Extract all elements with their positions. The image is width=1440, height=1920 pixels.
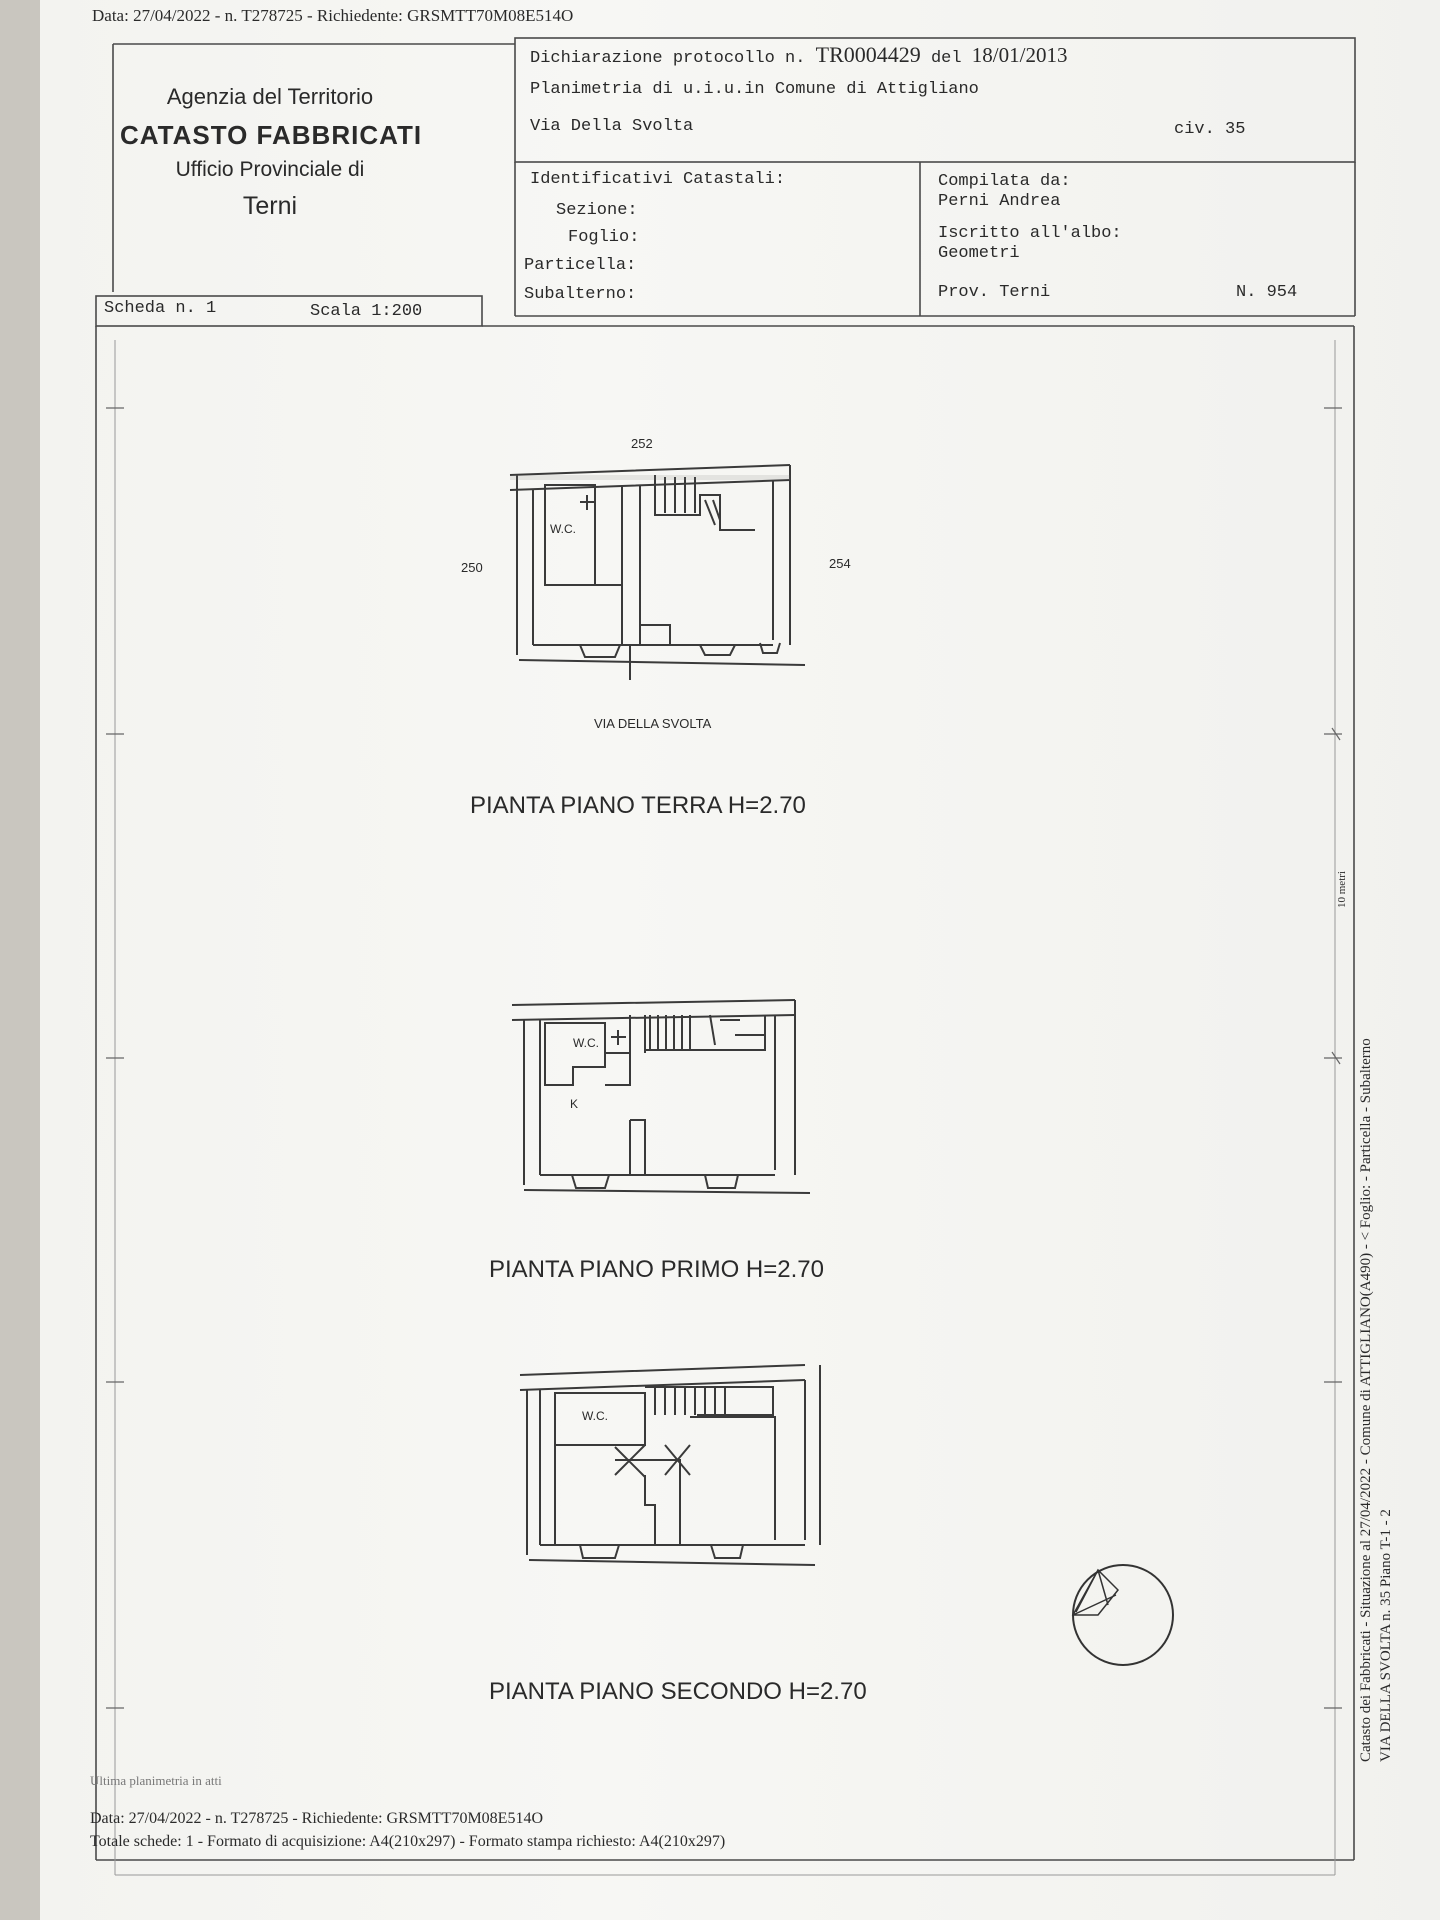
street-name-label: VIA DELLA SVOLTA xyxy=(594,716,712,731)
footer-last-plan: Ultima planimetria in atti xyxy=(90,1773,222,1788)
iscritto-label: Iscritto all'albo: xyxy=(938,224,1122,243)
subalterno-field: Subalterno: xyxy=(524,285,637,304)
side-scale-note: 10 metri xyxy=(1336,871,1348,908)
side-address-floors: VIA DELLA SVOLTA n. 35 Piano T-1 - 2 xyxy=(1378,1509,1394,1762)
footer-format-info: Totale schede: 1 - Formato di acquisizione: A4(210x297) - Formato stampa richiesto: A4(210x297) xyxy=(90,1833,726,1850)
neighbor-right-number: 254 xyxy=(829,556,851,571)
scheda-label: Scheda n. 1 xyxy=(104,299,217,318)
ground-floor-plan xyxy=(505,455,805,680)
agency-catasto: CATASTO FABBRICATI xyxy=(120,120,423,150)
foglio-field: Foglio: xyxy=(568,228,640,247)
agency-name: Agenzia del Territorio xyxy=(166,84,374,109)
first-floor-title: PIANTA PIANO PRIMO H=2.70 xyxy=(489,1256,824,1283)
header-request-info: Data: 27/04/2022 - n. T278725 - Richiedente: GRSMTT70M08E514O xyxy=(92,6,574,25)
protocol-label: Dichiarazione protocollo n. TR0004429 del 18/01/2013 xyxy=(530,42,1068,68)
second-floor-title: PIANTA PIANO SECONDO H=2.70 xyxy=(489,1678,867,1705)
neighbor-top-number: 252 xyxy=(631,436,653,451)
agency-office: Ufficio Provinciale di xyxy=(175,158,365,181)
side-cadastral-situation: Catasto dei Fabbricati - Situazione al 27/04/2022 - Comune di ATTIGLIANO(A490) - < Foglio: - Particella - Subalterno xyxy=(1358,1038,1374,1762)
north-arrow-icon xyxy=(1068,1560,1178,1670)
first-wc-label: W.C. xyxy=(573,1036,599,1050)
particella-field: Particella: xyxy=(524,256,637,275)
footer-request-info: Data: 27/04/2022 - n. T278725 - Richiedente: GRSMTT70M08E514O xyxy=(90,1810,543,1827)
sezione-field: Sezione: xyxy=(556,201,638,220)
agency-city: Terni xyxy=(242,192,298,220)
address-civic: civ. 35 xyxy=(1174,120,1246,139)
province-value: Prov. Terni xyxy=(938,283,1051,302)
ground-wc-label: W.C. xyxy=(550,522,576,536)
compilata-name: Perni Andrea xyxy=(938,192,1061,211)
registration-number: N. 954 xyxy=(1236,283,1298,302)
identificativi-title: Identificativi Catastali: xyxy=(530,170,786,189)
compilata-label: Compilata da: xyxy=(938,172,1071,191)
first-floor-plan xyxy=(510,985,810,1210)
albo-value: Geometri xyxy=(938,244,1020,263)
ground-floor-title: PIANTA PIANO TERRA H=2.70 xyxy=(470,792,806,819)
neighbor-left-number: 250 xyxy=(461,560,483,575)
second-floor-plan xyxy=(515,1355,825,1580)
second-wc-label: W.C. xyxy=(582,1409,608,1423)
address-street: Via Della Svolta xyxy=(530,117,694,136)
kitchen-label: K xyxy=(570,1097,579,1111)
scala-label: Scala 1:200 xyxy=(310,302,423,321)
planimetria-line: Planimetria di u.i.u.in Comune di Attigliano xyxy=(530,80,979,99)
